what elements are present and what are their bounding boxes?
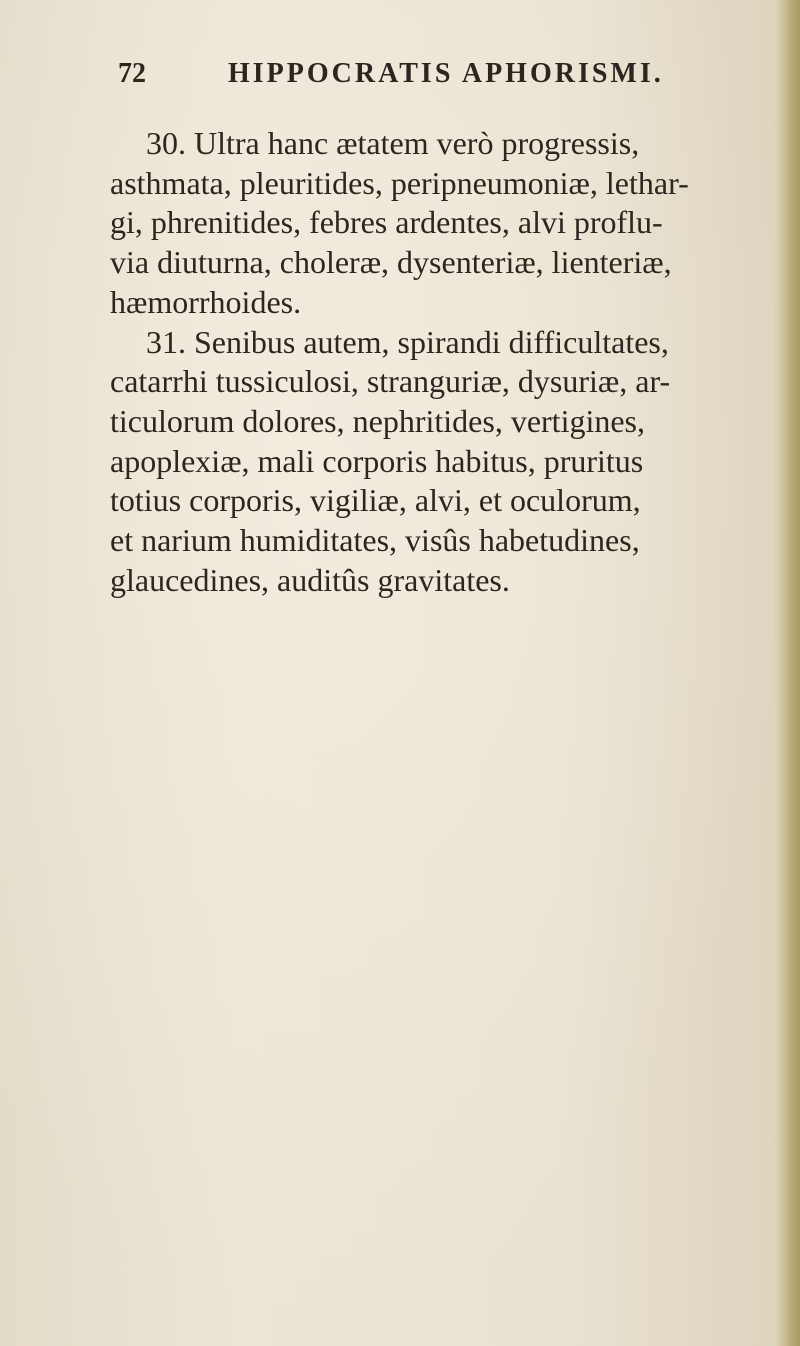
- text-line: apoplexiæ, mali corporis habitus, pruritus: [110, 442, 644, 479]
- text-line: totius corporis, vigiliæ, alvi, et oculorum,: [110, 482, 641, 519]
- running-title: HIPPOCRATIS APHORISMI.: [228, 58, 664, 89]
- aphorism-31: [110, 323, 710, 601]
- page-edge: [774, 0, 800, 1346]
- text-line: catarrhi tussiculosi, stranguriæ, dysuriæ, ar-: [110, 363, 671, 400]
- text-line: et narium humiditates, visûs habetudines,: [110, 522, 640, 559]
- text-line: via diuturna, choleræ, dysenteriæ, lienteriæ,: [110, 244, 672, 281]
- text-line: 31. Senibus autem, spirandi difficultates,: [146, 323, 669, 360]
- text-line: ticulorum dolores, nephritides, vertigines,: [110, 402, 645, 439]
- aphorism-30: [110, 124, 710, 323]
- text-line: glaucedines, auditûs gravitates.: [110, 561, 510, 598]
- running-head: [118, 58, 718, 90]
- aphorism-text: [110, 124, 710, 600]
- text-line: asthmata, pleuritides, peripneumoniæ, lethar-: [110, 164, 689, 201]
- text-line: hæmorrhoides.: [110, 283, 302, 320]
- page-number: 72: [118, 58, 146, 89]
- text-line: 30. Ultra hanc ætatem verò progressis,: [146, 125, 640, 161]
- text-line: gi, phrenitides, febres ardentes, alvi proflu-: [110, 204, 663, 241]
